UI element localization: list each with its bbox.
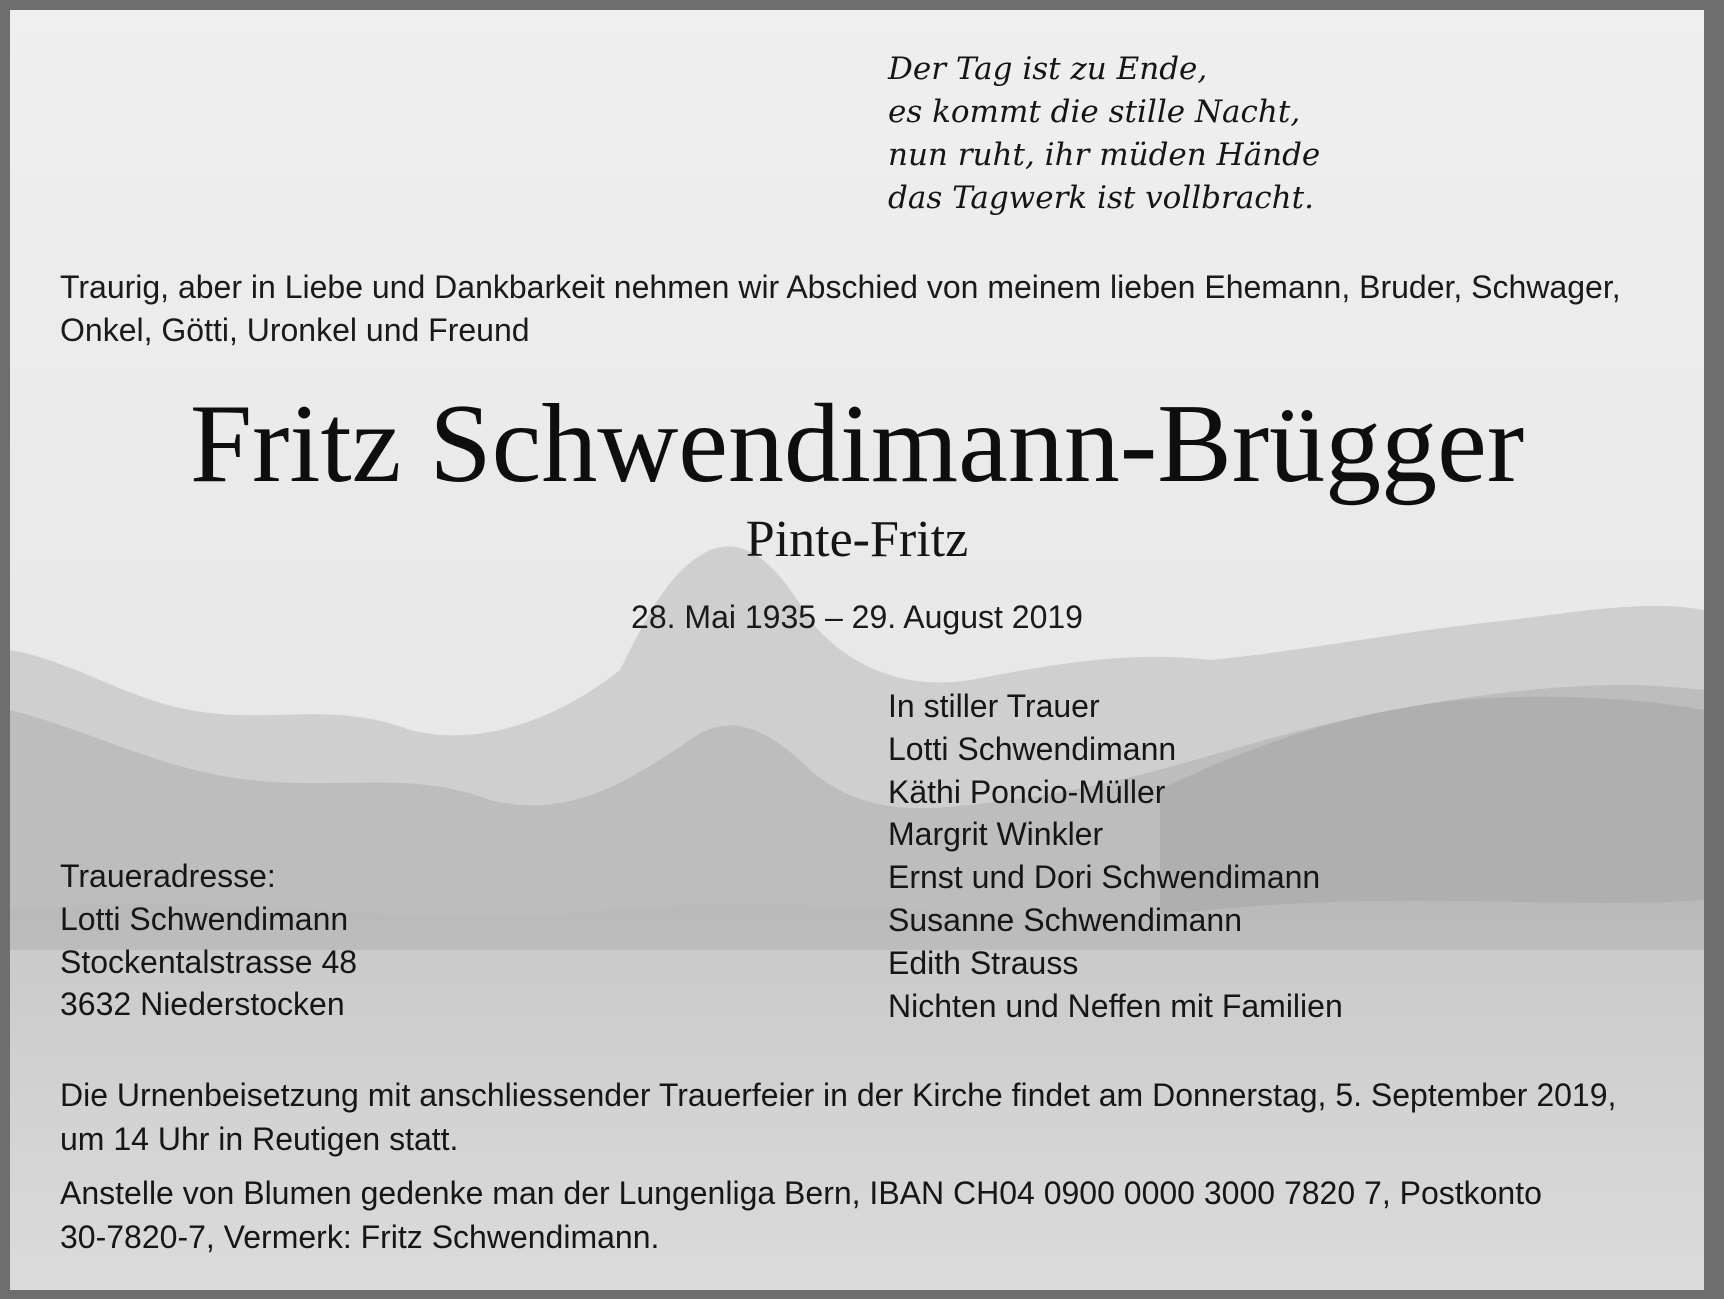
obituary-card — [10, 10, 1704, 1290]
ceremony-line: Die Urnenbeisetzung mit anschliessender Trauerfeier in der Kirche findet am Donnerstag, 5. September 2019, — [60, 1077, 1617, 1113]
poem-line: es kommt die stille Nacht, — [888, 94, 1301, 130]
address-line: 3632 Niederstocken — [60, 986, 345, 1023]
ceremony-notice — [60, 1073, 1660, 1161]
address-line: Lotti Schwendimann — [60, 900, 349, 937]
mourner-name: Lotti Schwendimann — [888, 730, 1177, 767]
poem-line: Der Tag ist zu Ende, — [888, 51, 1208, 87]
donation-notice — [60, 1171, 1660, 1259]
mourner-name: Susanne Schwendimann — [888, 901, 1243, 938]
mourner-name: Margrit Winkler — [888, 816, 1104, 853]
mourner-name: Ernst und Dori Schwendimann — [888, 859, 1321, 896]
life-dates: 28. Mai 1935 – 29. August 2019 — [631, 599, 1083, 635]
mourner-name: Käthi Poncio-Müller — [888, 773, 1166, 810]
mourner-name: Nichten und Neffen mit Familien — [888, 987, 1343, 1024]
address-label: Traueradresse: — [60, 858, 276, 894]
deceased-nickname: Pinte-Fritz — [745, 511, 969, 568]
mourners-list — [888, 685, 1343, 1027]
address-line: Stockentalstrasse 48 — [60, 943, 358, 980]
poem — [888, 48, 1320, 220]
mourning-address — [60, 855, 357, 1026]
mourners-heading: In stiller Trauer — [888, 688, 1100, 724]
intro-text — [60, 266, 1660, 352]
poem-line: das Tagwerk ist vollbracht. — [888, 180, 1314, 216]
deceased-name: Fritz Schwendimann-Brügger — [189, 382, 1525, 506]
intro-line: Traurig, aber in Liebe und Dankbarkeit nehmen wir Abschied von meinem lieben Ehemann, Bruder, Schwager, — [60, 269, 1621, 305]
intro-line: Onkel, Götti, Uronkel und Freund — [60, 312, 530, 348]
donation-line: Anstelle von Blumen gedenke man der Lungenliga Bern, IBAN CH04 0900 0000 3000 7820 7, Postkonto — [60, 1175, 1542, 1211]
donation-line: 30-7820-7, Vermerk: Fritz Schwendimann. — [60, 1219, 660, 1255]
obituary-content — [10, 10, 1704, 1290]
poem-line: nun ruht, ihr müden Hände — [888, 137, 1321, 173]
mourner-name: Edith Strauss — [888, 944, 1079, 981]
ceremony-line: um 14 Uhr in Reutigen statt. — [60, 1121, 459, 1157]
